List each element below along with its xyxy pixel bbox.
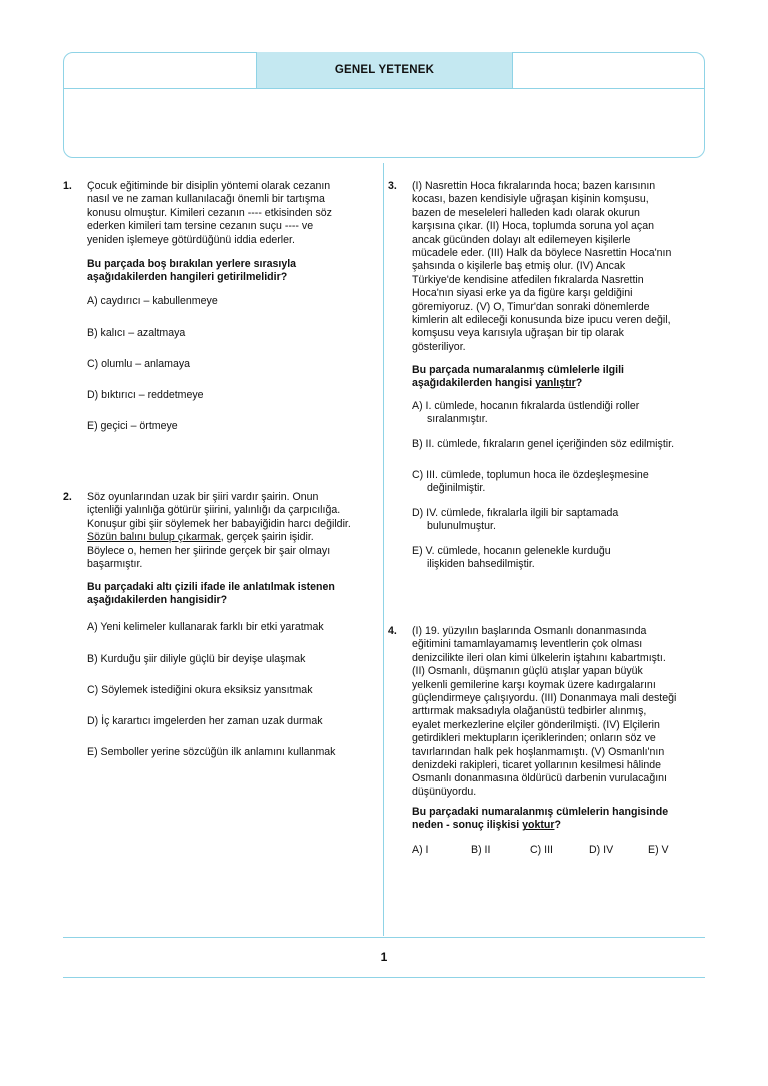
- prompt-line: [412, 819, 704, 832]
- underlined-keyword: yoktur: [522, 819, 555, 832]
- question-3: [388, 180, 702, 571]
- option-c[interactable]: C) olumlu – anlamaya: [87, 358, 191, 370]
- prompt-line: aşağıdakilerden hangisidir?: [87, 594, 228, 607]
- passage-line: denizdeki rakipleri, ticaret yollarının kesilmesi hâlinde: [412, 759, 662, 772]
- passage-line: Osmanlı donanmasına öldürücü darbenin vurulacağını: [412, 772, 667, 785]
- passage-line: Konuşur gibi şiir söylemek her babayiğidin harcı değildir.: [87, 517, 351, 530]
- passage-line: başarmıştır.: [87, 558, 143, 571]
- page-number: 1: [380, 950, 388, 964]
- passage-line: Türkiye'de kendisine atfedilen fıkralarda Nasrettin: [412, 273, 644, 286]
- option-d[interactable]: D) bıktırıcı – reddetmeye: [87, 389, 204, 401]
- passage-line: göremiyoruz. (V) O, Timur'dan sonraki dönemlerde: [412, 300, 650, 313]
- passage-line: karşısına çıkar. (II) Hoca, toplumda soruna yol açan: [412, 220, 655, 233]
- passage-line: getirdikleri mektupların içeriklerinden; onların söz ve: [412, 732, 656, 745]
- option-c[interactable]: C) III: [530, 844, 553, 856]
- underlined-keyword: yanlıştır: [535, 377, 576, 390]
- passage-line: içtenliği yalınlığa götürür şiirini, yalınlığı da çarpıcılığa.: [87, 504, 341, 517]
- passage-fragment: , gerçek şairin işidir.: [220, 531, 314, 544]
- prompt-fragment: aşağıdakilerden hangisi: [412, 377, 536, 390]
- passage-line: (I) Nasrettin Hoca fıkralarında hoca; bazen karısının: [412, 180, 656, 192]
- passage-line: eyalet merkezlerine elçiler gönderilmişti. (IV) Elçilerin: [412, 718, 660, 731]
- prompt-line: Bu parçadaki altı çizili ifade ile anlatılmak istenen: [87, 581, 335, 593]
- passage-line: denizcilikte ileri olan kimi ülkelerin iştahını kabartmıştı.: [412, 651, 666, 664]
- option-d[interactable]: [412, 507, 618, 534]
- option-text: bulunulmuştur.: [427, 520, 496, 533]
- passage-line: (I) 19. yüzyılın başlarında Osmanlı donanmasında: [412, 625, 647, 637]
- passage-line: düşünüyordu.: [412, 785, 477, 798]
- option-a[interactable]: [412, 400, 639, 427]
- question-1: [63, 180, 377, 432]
- question-passage: [412, 625, 704, 799]
- passage-line: (II) Osmanlı, düşmanın güçlü atışlar yapan büyük: [412, 665, 643, 678]
- passage-line: mücadele eder. (III) Halk da böylece Nasrettin Hoca'nın: [412, 247, 672, 260]
- passage-line: Hoca'nın siyasi erke ya da figüre karşı geldiğini: [412, 287, 633, 300]
- passage-line: nasıl ve ne zaman kullanılacağı önemli bir tartışma: [87, 193, 325, 206]
- question-prompt: [412, 364, 702, 391]
- prompt-fragment: ?: [575, 377, 583, 390]
- option-a[interactable]: A) I: [412, 844, 429, 856]
- option-b[interactable]: B) II: [471, 844, 491, 856]
- prompt-fragment: ?: [554, 819, 561, 832]
- passage-line: yelkenli gemilerine karşı koymak üzere kadırgalarını: [412, 678, 656, 691]
- option-text: B) II. cümlede, fıkraların genel içeriğinden söz edilmiştir.: [412, 438, 675, 450]
- option-d[interactable]: D) İç karartıcı imgelerden her zaman uzak durmak: [87, 715, 323, 727]
- option-c[interactable]: C) Söylemek istediğini okura eksiksiz yansıtmak: [87, 684, 313, 696]
- prompt-fragment: neden - sonuç ilişkisi: [412, 819, 523, 832]
- page-title: GENEL YETENEK: [256, 52, 513, 88]
- passage-line: komşusu veya karısıyla uğraşan bir tip olarak: [412, 327, 624, 340]
- passage-line: konusu olmuştur. Kimileri cezanın ---- etkisinden söz: [87, 206, 332, 219]
- question-number: 2.: [63, 491, 72, 503]
- option-e[interactable]: E) V: [648, 844, 669, 856]
- footer-line-top: [63, 937, 705, 938]
- question-passage: [87, 180, 377, 247]
- passage-line: gösteriliyor.: [412, 340, 466, 353]
- option-e[interactable]: E) Semboller yerine sözcüğün ilk anlamını kullanmak: [87, 746, 336, 758]
- option-a[interactable]: A) Yeni kelimeler kullanarak farklı bir etki yaratmak: [87, 621, 324, 633]
- passage-line: kocası, bazen kendisiyle uğraşan kişinin komşusu,: [412, 193, 649, 206]
- passage-line: Böylece o, hemen her şiirinde gerçek bir şair olmayı: [87, 544, 331, 557]
- column-divider: [383, 163, 384, 936]
- question-number: 1.: [63, 180, 72, 192]
- passage-line: Söz oyunlarından uzak bir şiiri vardır şairin. Onun: [87, 491, 319, 503]
- option-e[interactable]: [412, 545, 611, 572]
- question-number: 4.: [388, 625, 397, 637]
- option-b[interactable]: B) kalıcı – azaltmaya: [87, 327, 186, 339]
- option-b[interactable]: B) Kurduğu şiir diliyle güçlü bir deyişe ulaşmak: [87, 653, 306, 665]
- prompt-line: Bu parçadaki numaralanmış cümlelerin hangisinde: [412, 806, 669, 818]
- underlined-phrase: Sözün balını bulup çıkarmak: [87, 531, 221, 544]
- question-passage: [87, 491, 379, 571]
- passage-line: ederken kimileri tam tersine cezanın suçu ---- ve: [87, 220, 314, 233]
- question-prompt: [87, 258, 377, 285]
- option-text: ilişkiden bahsedilmiştir.: [427, 558, 535, 571]
- question-number: 3.: [388, 180, 397, 192]
- passage-line: ancak gücünden dolayı alt edilemeyen kişilerle: [412, 233, 631, 246]
- passage-line: [87, 531, 379, 544]
- option-text: sıralanmıştır.: [427, 413, 488, 426]
- passage-line: yeniden işlemeye götürdüğünü iddia ederler.: [87, 233, 295, 246]
- option-d[interactable]: D) IV: [589, 844, 614, 856]
- option-e[interactable]: E) geçici – örtmeye: [87, 420, 178, 432]
- option-a[interactable]: A) caydırıcı – kabullenmeye: [87, 295, 218, 307]
- question-passage: [412, 180, 702, 354]
- option-text: değinilmiştir.: [427, 482, 486, 495]
- option-text: D) IV. cümlede, fıkralarla ilgili bir saptamada: [412, 507, 619, 519]
- prompt-line: [412, 377, 702, 390]
- option-text: A) I. cümlede, hocanın fıkralarda üstlendiği roller: [412, 400, 640, 412]
- passage-line: Çocuk eğitiminde bir disiplin yöntemi olarak cezanın: [87, 180, 331, 192]
- option-b[interactable]: [412, 438, 674, 451]
- footer-line-bottom: [63, 977, 705, 978]
- passage-line: bazen de meseleleri halleden kadı olarak okurun: [412, 206, 640, 219]
- passage-line: eğitimini tamamlayamamış leventlerin çok olması: [412, 638, 643, 651]
- option-c[interactable]: [412, 469, 649, 496]
- prompt-line: Bu parçada boş bırakılan yerlere sırasıyla: [87, 258, 297, 270]
- option-text: E) V. cümlede, hocanın gelenekle kurduğu: [412, 545, 611, 557]
- passage-line: arttırmak maksadıyla olağanüstü tedbirler alınmış,: [412, 705, 647, 718]
- question-2: [63, 491, 379, 758]
- passage-line: şahsında o kişilerle baş etmiş olur. (IV) Ancak: [412, 260, 626, 273]
- question-4: [388, 625, 704, 856]
- options-row: [412, 844, 707, 857]
- prompt-line: Bu parçada numaralanmış cümlelerle ilgili: [412, 364, 624, 376]
- option-text: C) III. cümlede, toplumun hoca ile özdeşleşmesine: [412, 469, 649, 481]
- passage-line: tavırlarından halk pek hoşlanmamıştı. (V) Osmanlı'nın: [412, 745, 665, 758]
- header-divider: [63, 88, 705, 89]
- question-prompt: [412, 806, 704, 833]
- question-prompt: [87, 581, 379, 608]
- passage-line: güçlendirmeye çalışıyordu. (III) Donanmaya mali desteği: [412, 692, 677, 705]
- passage-line: kimlerin alt edileceği konusunda bize ipucu veren değil,: [412, 314, 671, 327]
- prompt-line: aşağıdakilerden hangileri getirilmelidir?: [87, 271, 288, 284]
